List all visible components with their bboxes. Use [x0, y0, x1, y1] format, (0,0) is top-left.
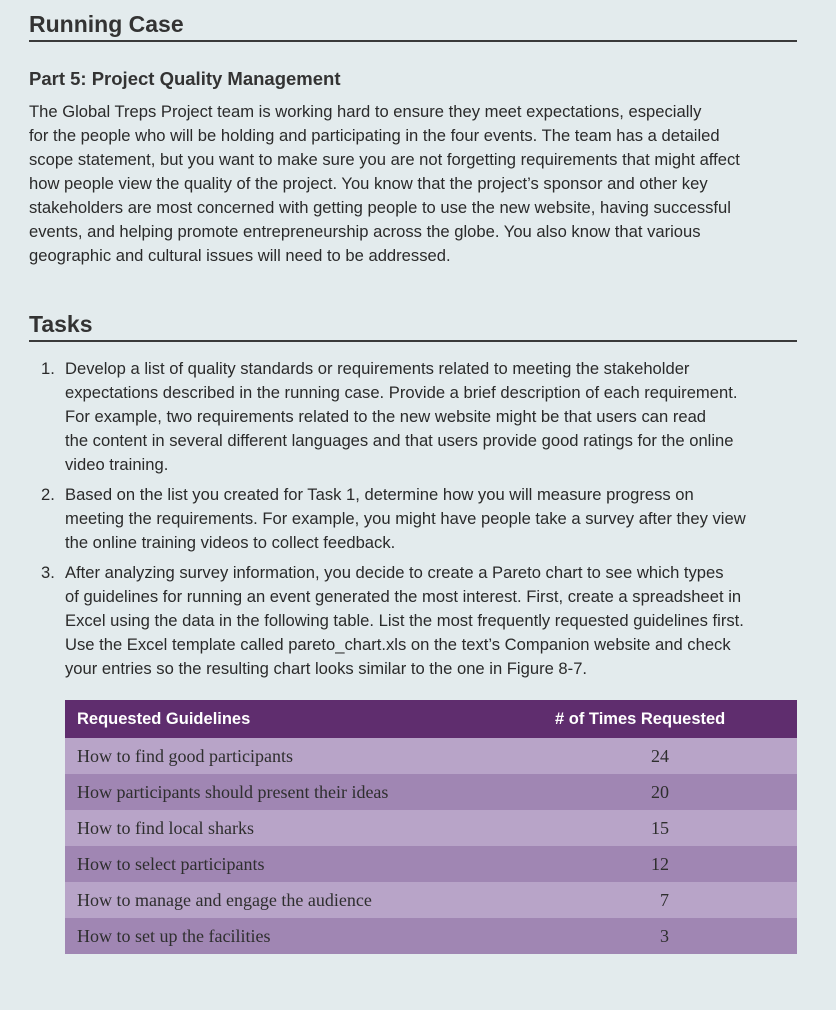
running-case-heading: Running Case	[29, 10, 797, 42]
table-row	[65, 846, 797, 882]
table-row	[65, 882, 797, 918]
task-line: Excel using the data in the following table. List the most frequently requested guidelines first.	[65, 611, 744, 630]
task-line: After analyzing survey information, you decide to create a Pareto chart to see which types	[65, 563, 724, 582]
task-line: the online training videos to collect feedback.	[65, 533, 396, 552]
task-item	[29, 561, 799, 681]
table-row	[65, 918, 797, 954]
task-line: For example, two requirements related to the new website might be that users can read	[65, 407, 707, 426]
count-cell: 12	[555, 846, 797, 882]
guideline-cell: How to set up the facilities	[65, 918, 555, 954]
count-cell: 24	[555, 738, 797, 774]
task-line: your entries so the resulting chart looks similar to the one in Figure 8-7.	[65, 659, 588, 678]
task-number: 3.	[41, 563, 55, 582]
count-cell: 7	[555, 882, 797, 918]
tasks-heading: Tasks	[29, 310, 797, 342]
paragraph-line: geographic and cultural issues will need to be addressed.	[29, 246, 451, 265]
count-cell: 20	[555, 774, 797, 810]
running-case-paragraph	[29, 100, 809, 268]
task-line: of guidelines for running an event generated the most interest. First, create a spreadsheet in	[65, 587, 742, 606]
task-line: meeting the requirements. For example, you might have people take a survey after they view	[65, 509, 746, 528]
paragraph-line: how people view the quality of the project. You know that the project’s sponsor and other key	[29, 174, 708, 193]
table-row	[65, 774, 797, 810]
task-item	[29, 483, 799, 555]
guideline-cell: How to find good participants	[65, 738, 555, 774]
task-item	[29, 357, 799, 477]
table-row	[65, 810, 797, 846]
count-cell: 15	[555, 810, 797, 846]
task-line: expectations described in the running case. Provide a brief description of each requirement.	[65, 383, 738, 402]
paragraph-line: events, and helping promote entrepreneurship across the globe. You also know that various	[29, 222, 701, 241]
paragraph-line: stakeholders are most concerned with getting people to use the new website, having successful	[29, 198, 731, 217]
guideline-cell: How to select participants	[65, 846, 555, 882]
count-cell: 3	[555, 918, 797, 954]
task-line: Develop a list of quality standards or requirements related to meeting the stakeholder	[65, 359, 690, 378]
task-line: video training.	[65, 455, 169, 474]
paragraph-line: scope statement, but you want to make sure you are not forgetting requirements that might affect	[29, 150, 740, 169]
guideline-cell: How to manage and engage the audience	[65, 882, 555, 918]
task-line: the content in several different languages and that users provide good ratings for the online	[65, 431, 734, 450]
task-line: Based on the list you created for Task 1, determine how you will measure progress on	[65, 485, 694, 504]
part-heading: Part 5: Project Quality Management	[29, 68, 341, 89]
guidelines-table	[65, 700, 797, 954]
paragraph-line: The Global Treps Project team is working hard to ensure they meet expectations, especially	[29, 102, 702, 121]
header-guideline: Requested Guidelines	[65, 700, 555, 738]
table-row	[65, 738, 797, 774]
header-count: # of Times Requested	[555, 700, 797, 738]
table-header-row	[65, 700, 797, 738]
paragraph-line: for the people who will be holding and participating in the four events. The team has a detailed	[29, 126, 720, 145]
tasks-list	[29, 357, 799, 687]
task-number: 1.	[41, 359, 55, 378]
guideline-cell: How participants should present their ideas	[65, 774, 555, 810]
guideline-cell: How to find local sharks	[65, 810, 555, 846]
task-line: Use the Excel template called pareto_chart.xls on the text’s Companion website and check	[65, 635, 731, 654]
task-number: 2.	[41, 485, 55, 504]
